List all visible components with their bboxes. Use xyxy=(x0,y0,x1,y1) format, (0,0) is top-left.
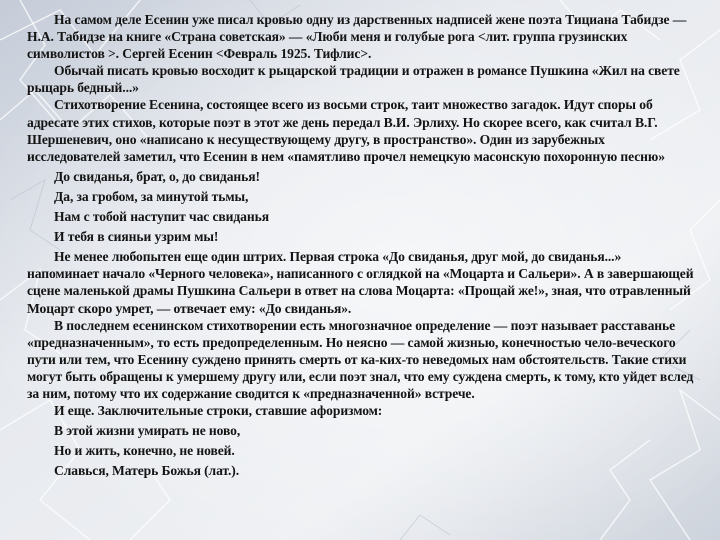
verse-line: Да, за гробом, за минутой тьмы, xyxy=(54,188,249,204)
paragraph-dedication: На самом деле Есенин уже писал кровью одну из дарственных надписей жене поэта Тициана Табидзе — Н.А. Табидзе на книге «Страна советская» — «Люби меня и голубые рога <лит. группа грузинских символистов >. Сергей Есенин <Февраль 1925. Тифлис>. xyxy=(27,12,687,62)
verse-line: Нам с тобой наступит час свиданья xyxy=(54,209,269,225)
paragraph-final-lines-intro: И еще. Заключительные строки, ставшие афоризмом: xyxy=(54,403,383,419)
verse-line: Славься, Матерь Божья (лат.). xyxy=(54,463,240,479)
paragraph-blood-custom: Обычай писать кровью восходит к рыцарской традиции и отражен в романсе Пушкина «Жил на свете рыцарь бедный...» xyxy=(27,63,680,96)
verse-line: До свиданья, брат, о, до свиданья! xyxy=(54,168,260,184)
paragraph-poem-mysteries: Стихотворение Есенина, состоящее всего из восьми строк, таит множество загадок. Идут споры об адресате этих стихов, которые поэт в этот же день передал В.И. Эрлиху. Но скорее всего, как считал В.Г. Шершеневич, оно «написано к несуществующему другу, в пространство». Один из зарубежных исследователей заметил, что Есенин в нем «памятливо прочел немецкую масонскую похоронную песню» xyxy=(27,97,665,164)
slide-text-body xyxy=(27,11,695,479)
verse-line: Но и жить, конечно, не новей. xyxy=(54,443,235,459)
paragraph-predestined: В последнем есенинском стихотворении есть многозначное определение — поэт называет расставанье «предназначенным», то есть предопределенным. Но неясно — самой жизнью, конечностью чело-веческого пути или тем, что Есенину суждено принять смерть от ка-ких-то неведомых нам обстоятельств. Такие стихи могут быть обращены к умершему другу или, если поэт знал, что ему суждена смерть, к тому, кто уйдет вслед за ним, потому что их содержание сводится к «предназначенной» встрече. xyxy=(27,317,694,401)
verse-line: И тебя в сияньи узрим мы! xyxy=(54,229,219,245)
paragraph-first-line: Не менее любопытен еще один штрих. Первая строка «До свиданья, друг мой, до свиданья...» напоминает начало «Черного человека», написанного с оглядкой на «Моцарта и Сальери». А в завершающей сцене маленькой драмы Пушкина Сальери в ответ на слова Моцарта: «Прощай же!», зная, что отравленный Моцарт скоро умрет, — отвечает ему: «До свиданья». xyxy=(27,249,694,316)
verse-line: В этой жизни умирать не ново, xyxy=(54,423,241,439)
